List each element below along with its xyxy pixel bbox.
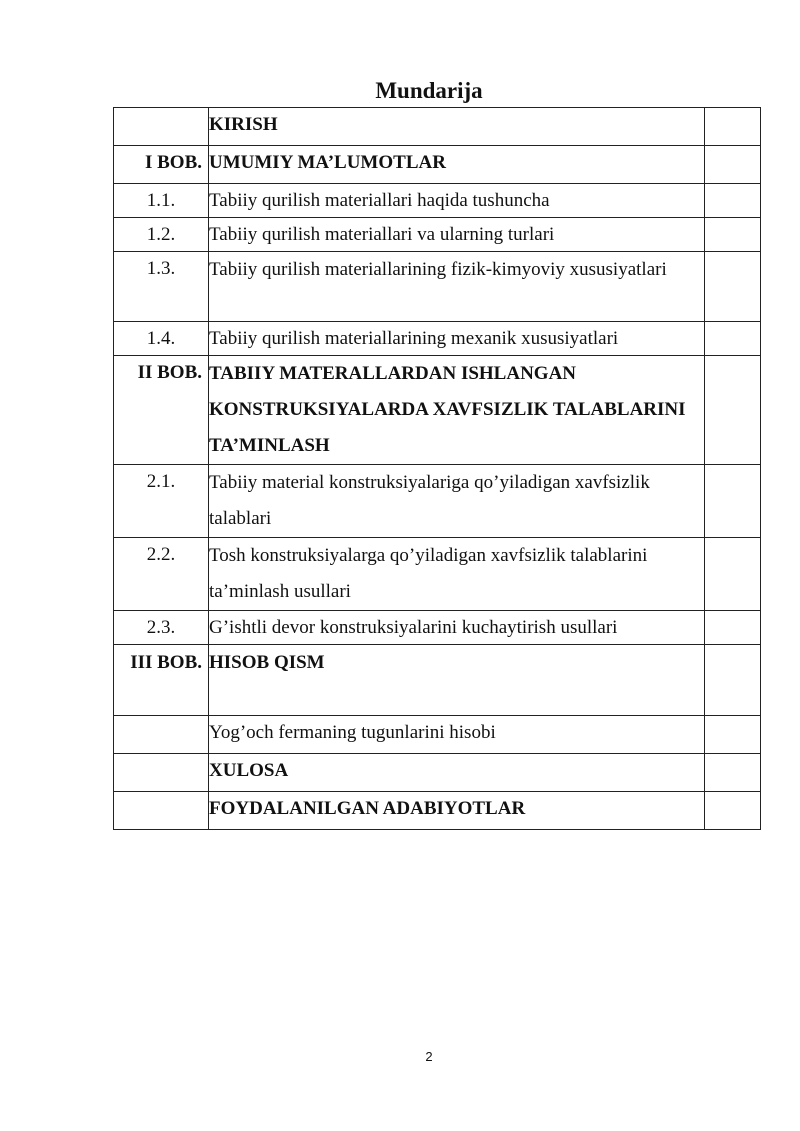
toc-row-1-3 — [114, 252, 761, 322]
toc-row-chapter-1 — [114, 146, 761, 184]
toc-title: UMUMIY MA’LUMOTLAR — [209, 146, 705, 184]
toc-row-1-1 — [114, 184, 761, 218]
toc-row-2-1 — [114, 465, 761, 538]
toc-row-2-2 — [114, 538, 761, 611]
toc-number: I BOB. — [114, 146, 209, 184]
toc-title: TABIIY MATERALLARDAN ISHLANGAN KONSTRUKSIYALARDA XAVFSIZLIK TALABLARINI TA’MINLASH — [209, 356, 705, 465]
toc-number: 2.1. — [114, 465, 209, 538]
toc-number: 1.1. — [114, 184, 209, 218]
toc-row-hisob — [114, 716, 761, 754]
toc-page — [705, 146, 761, 184]
toc-page — [705, 108, 761, 146]
toc-page — [705, 645, 761, 716]
toc-number: III BOB. — [114, 645, 209, 716]
toc-title: Tabiiy qurilish materiallarining fizik-kimyoviy xususiyatlari — [209, 252, 705, 322]
toc-row-xulosa — [114, 754, 761, 792]
toc-row-2-3 — [114, 611, 761, 645]
toc-page — [705, 792, 761, 830]
toc-row-adabiyotlar — [114, 792, 761, 830]
toc-title: Tabiiy qurilish materiallari haqida tushuncha — [209, 184, 705, 218]
toc-number: 2.2. — [114, 538, 209, 611]
toc-page — [705, 252, 761, 322]
toc-title: G’ishtli devor konstruksiyalarini kuchaytirish usullari — [209, 611, 705, 645]
toc-number — [114, 792, 209, 830]
page-number: 2 — [425, 1049, 433, 1064]
toc-number: II BOB. — [114, 356, 209, 465]
toc-title: FOYDALANILGAN ADABIYOTLAR — [209, 792, 705, 830]
toc-row-1-2 — [114, 218, 761, 252]
toc-page — [705, 184, 761, 218]
toc-row-kirish — [114, 108, 761, 146]
toc-title: XULOSA — [209, 754, 705, 792]
toc-page — [705, 754, 761, 792]
toc-title: HISOB QISM — [209, 645, 705, 716]
toc-page — [705, 218, 761, 252]
table-of-contents — [113, 107, 761, 830]
toc-number — [114, 754, 209, 792]
toc-page — [705, 322, 761, 356]
toc-row-chapter-3 — [114, 645, 761, 716]
toc-title: Yog’och fermaning tugunlarini hisobi — [209, 716, 705, 754]
toc-number: 1.4. — [114, 322, 209, 356]
toc-page — [705, 538, 761, 611]
toc-number: 1.2. — [114, 218, 209, 252]
toc-number: 1.3. — [114, 252, 209, 322]
toc-title: Tabiiy qurilish materiallari va ularning turlari — [209, 218, 705, 252]
toc-number — [114, 108, 209, 146]
toc-page — [705, 356, 761, 465]
toc-row-1-4 — [114, 322, 761, 356]
toc-number — [114, 716, 209, 754]
toc-page — [705, 716, 761, 754]
toc-row-chapter-2 — [114, 356, 761, 465]
toc-title: Tabiiy qurilish materiallarining mexanik xususiyatlari — [209, 322, 705, 356]
toc-page — [705, 611, 761, 645]
toc-page — [705, 465, 761, 538]
page-title: Mundarija — [375, 78, 483, 103]
toc-title: KIRISH — [209, 108, 705, 146]
toc-title: Tabiiy material konstruksiyalariga qo’yiladigan xavfsizlik talablari — [209, 465, 705, 538]
toc-title: Tosh konstruksiyalarga qo’yiladigan xavfsizlik talablarini ta’minlash usullari — [209, 538, 705, 611]
toc-number: 2.3. — [114, 611, 209, 645]
